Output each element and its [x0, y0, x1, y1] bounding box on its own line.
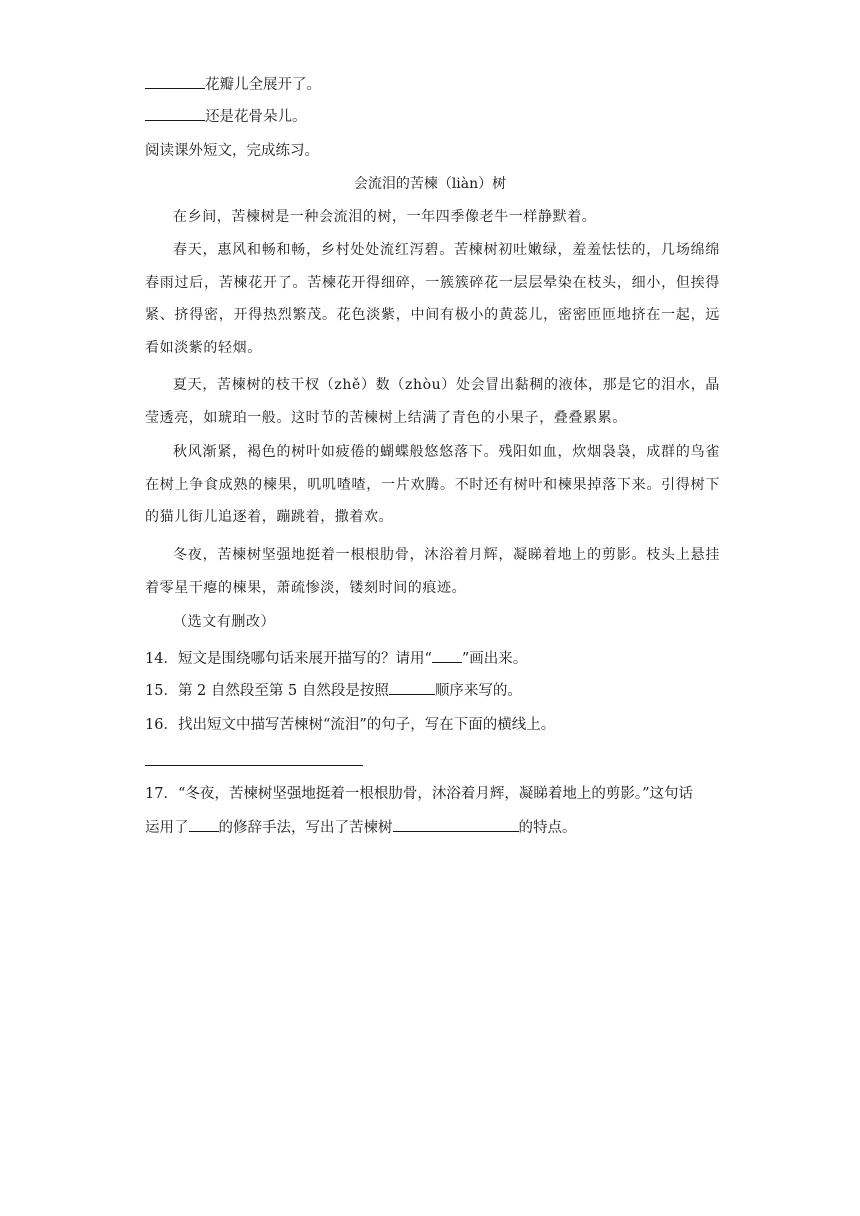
- answer-line-16[interactable]: [145, 765, 363, 766]
- question-15-text-b: 顺序来写的。: [434, 683, 522, 699]
- passage-source-note: （选文有删改）: [173, 614, 276, 630]
- answer-blank[interactable]: [145, 106, 205, 121]
- question-17-text-a: 运用了: [145, 820, 189, 836]
- question-15: [145, 680, 745, 701]
- fill-line-2-text: 还是花骨朵儿。: [205, 109, 307, 125]
- answer-blank[interactable]: [189, 817, 219, 832]
- fill-line-2: [145, 106, 745, 127]
- question-14: [145, 648, 745, 669]
- answer-blank[interactable]: [432, 648, 462, 663]
- passage-paragraph-5: 冬夜，苦楝树坚强地挺着一根根肋骨，沐浴着月辉，凝睇着地上的剪影。枝头上悬挂着零星干瘪的楝果，萧疏惨淡，镂刻时间的痕迹。: [145, 547, 720, 596]
- reading-instruction: 阅读课外短文，完成练习。: [145, 143, 319, 159]
- passage-paragraph-4: 秋风渐紧，褐色的树叶如疲倦的蝴蝶般悠悠落下。残阳如血，炊烟袅袅，成群的鸟雀在树上争食成熟的楝果，叽叽喳喳，一片欢腾。不时还有树叶和楝果掉落下来。引得树下的猫儿街儿追逐着，蹦跳着，撒着欢。: [145, 444, 720, 525]
- passage-paragraph-2: 春天，惠风和畅和畅，乡村处处流红泻碧。苦楝树初吐嫩绿，羞羞怯怯的，几场绵绵春雨过后，苦楝花开了。苦楝花开得细碎，一簇簇碎花一层层晕染在枝头，细小，但挨得紧、挤得密，开得热烈繁茂。花色淡紫，中间有极小的黄蕊儿，密密匝匝地挤在一起，远看如淡紫的轻烟。: [145, 242, 720, 356]
- question-14-text-b: ”画出来。: [461, 651, 528, 667]
- question-14-text-a: 14．短文是围绕哪句话来展开描写的？请用“: [145, 651, 432, 667]
- passage-title: 会流泪的苦楝（liàn）树: [353, 176, 507, 192]
- fill-line-1-text: 花瓣儿全展开了。: [205, 77, 321, 93]
- passage-paragraph-1: 在乡间，苦楝树是一种会流泪的树，一年四季像老牛一样静默着。: [173, 209, 597, 225]
- question-17-text-c: 的特点。: [518, 820, 577, 836]
- answer-blank[interactable]: [393, 817, 519, 832]
- question-15-text-a: 15．第 2 自然段至第 5 自然段是按照: [145, 683, 389, 699]
- question-16: 16．找出短文中描写苦楝树“流泪”的句子，写在下面的横线上。: [145, 717, 556, 733]
- passage-paragraph-3: 夏天，苦楝树的枝干杈（zhě）数（zhòu）处会冒出黏稠的液体，那是它的泪水，晶莹透亮，如琥珀一般。这时节的苦楝树上结满了青色的小果子，叠叠累累。: [145, 377, 720, 426]
- answer-blank[interactable]: [145, 74, 205, 89]
- fill-line-1: [145, 74, 745, 95]
- question-17-line-2: [145, 817, 745, 838]
- question-17-line-1: 17．“冬夜，苦楝树坚强地挺着一根根肋骨，沐浴着月辉，凝睇着地上的剪影。”这句话: [145, 786, 694, 802]
- answer-blank[interactable]: [389, 680, 435, 695]
- question-17-text-b: 的修辞手法，写出了苦楝树: [218, 820, 393, 836]
